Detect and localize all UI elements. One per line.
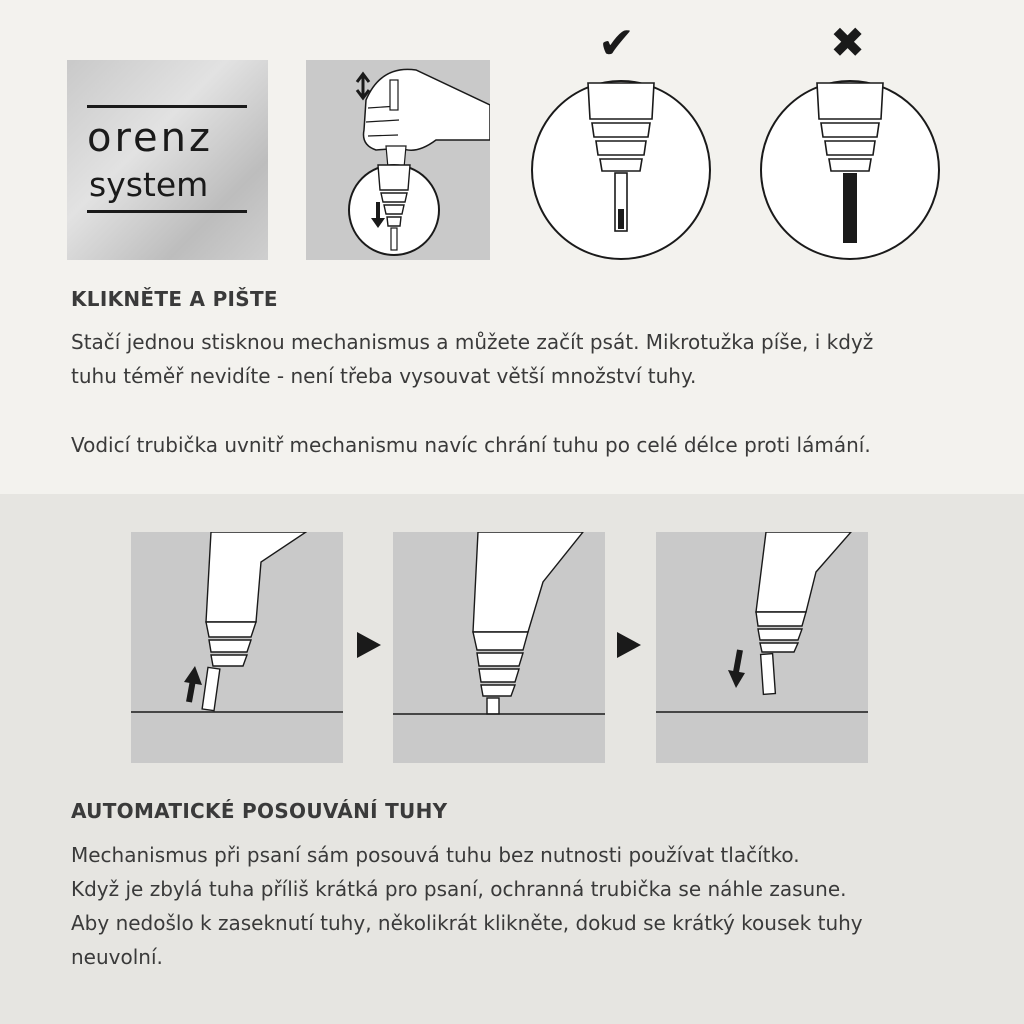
section2-paragraph — [71, 838, 863, 974]
section2-line: Aby nedošlo k zaseknutí tuhy, několikrát klikněte, dokud se krátký kousek tuhy — [71, 911, 863, 935]
section1-line: tuhu téměř nevidíte - není třeba vysouvat větší množství tuhy. — [71, 364, 697, 388]
section2-line: Když je zbylá tuha příliš krátká pro psaní, ochranná trubička se náhle zasune. — [71, 877, 847, 901]
section1-paragraph-2: Vodicí trubička uvnitř mechanismu navíc chrání tuhu po celé délce proti lámání. — [71, 433, 871, 457]
correct-tip-illustration — [530, 79, 712, 261]
next-arrow-icon — [357, 632, 381, 658]
next-arrow-icon — [617, 632, 641, 658]
section1-line: Stačí jednou stisknou mechanismus a můžete začít psát. Mikrotužka píše, i když — [71, 330, 874, 354]
hand-press-illustration — [306, 60, 490, 260]
section1-paragraph — [71, 325, 873, 393]
logo-bottom-rule — [87, 210, 247, 213]
step-panel-2 — [393, 532, 605, 763]
section2-line: Mechanismus při psaní sám posouvá tuhu bez nutnosti používat tlačítko. — [71, 843, 800, 867]
wrong-tip-illustration — [759, 79, 941, 261]
section2-line: neuvolní. — [71, 945, 163, 969]
orenz-system-logo — [67, 60, 268, 260]
section1-heading: KLIKNĚTE A PIŠTE — [71, 287, 278, 311]
step-panel-3 — [656, 532, 868, 763]
step-panel-1 — [131, 532, 343, 763]
check-icon: ✔ — [598, 18, 635, 69]
logo-word-orenz: orenz — [87, 115, 213, 161]
section2-heading: AUTOMATICKÉ POSOUVÁNÍ TUHY — [71, 799, 448, 823]
logo-top-rule — [87, 105, 247, 108]
logo-word-system: system — [89, 165, 209, 204]
cross-icon: ✖ — [830, 18, 866, 67]
